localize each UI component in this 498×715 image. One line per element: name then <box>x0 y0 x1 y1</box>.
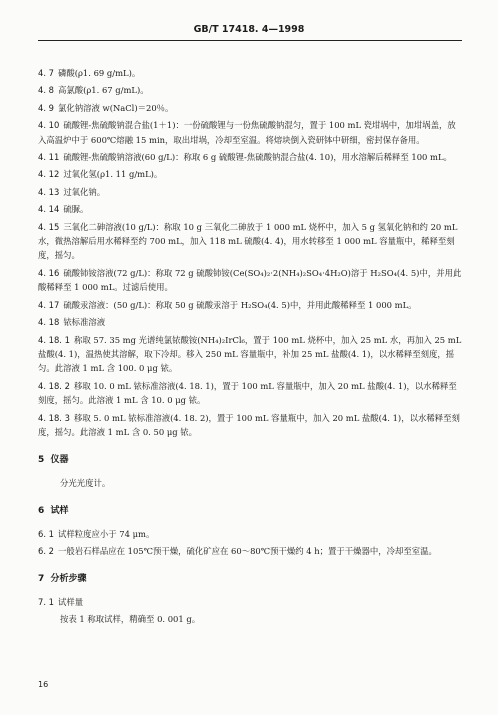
section-5-body: 分光光度计。 <box>60 477 111 488</box>
clause-item <box>38 150 462 164</box>
clause-item <box>38 185 462 199</box>
page-number: 16 <box>38 680 49 689</box>
clause-text: 铱标准溶液 <box>63 317 106 328</box>
clause-text: 硫酸铈铵溶液(72 g/L)：称取 72 g 硫酸铈铵(Ce(SO₄)₂·2(NH₄)₂SO₄·4H₂O)溶于 H₂SO₄(4. 5)中，并用此酸稀释至 1 000 mL。过滤后使用。 <box>38 267 462 293</box>
clause-number: 4. 18. 1 <box>38 334 70 345</box>
clause-text: 硫酸锂-焦硫酸钠溶液(60 g/L)：称取 6 g 硫酸锂-焦硫酸钠混合盐(4. 10)，用水溶解后稀释至 100 mL。 <box>63 152 452 163</box>
page-header: GB/T 17418. 4—1998 <box>193 24 305 35</box>
clause-number: 4. 8 <box>38 85 54 96</box>
clause-text: 称取 57. 35 mg 光谱纯氯铱酸铵(NH₄)₂IrCl₆，置于 100 mL 烧杯中，加入 25 mL 水，再加入 25 mL 盐酸(4. 1)，温热使其溶解，取下冷却。移入 250 mL 容量瓶中，补加 25 mL 盐酸(4. 1)，以水稀释至刻度，摇匀。此溶液 1 mL 含 100. 0 μg 铱。 <box>38 334 462 374</box>
clause-item <box>38 101 462 115</box>
clause-number: 4. 12 <box>38 169 60 180</box>
clause-text: 硫酸锂-焦硫酸钠混合盐(1＋1)：一份硫酸锂与一份焦硫酸钠混匀，置于 100 mL 瓷坩埚中，加坩埚盖，放入高温炉中于 600℃熔融 15 min，取出坩埚，冷却至室温。将熔块倒入瓷研钵中研细，密封保存备用。 <box>38 120 456 145</box>
clause-6-1 <box>38 527 462 541</box>
clause-number: 4. 18. 3 <box>38 412 70 423</box>
clause-7-1 <box>38 595 462 609</box>
clause-item <box>38 83 462 97</box>
section-6-heading <box>38 504 462 518</box>
clause-item <box>38 315 462 329</box>
clause-item <box>38 266 462 295</box>
clause-number: 4. 15 <box>38 221 60 232</box>
clause-text: 硫脲。 <box>63 204 89 215</box>
section-number: 7 <box>38 574 45 585</box>
clause-number: 4. 7 <box>38 68 54 78</box>
clause-title: 试样量 <box>57 596 84 607</box>
section-5-heading <box>38 453 462 467</box>
clause-text: 硫酸汞溶液：(50 g/L)：称取 50 g 硫酸汞溶于 H₂SO₄(4. 5)中，并用此酸稀释至 1 000 mL。 <box>63 299 417 310</box>
section-number: 6 <box>38 506 45 517</box>
clause-text: 氯化钠溶液 w(NaCl)＝20％。 <box>57 102 174 113</box>
clause-number: 4. 10 <box>38 120 60 131</box>
clause-text: 磷酸(ρ1. 69 g/mL)。 <box>57 68 141 78</box>
clause-number: 4. 9 <box>38 102 54 113</box>
clause-item <box>38 118 462 147</box>
document-body <box>38 66 462 633</box>
clause-number: 4. 18. 2 <box>38 380 70 391</box>
clause-text: 过氧化钠。 <box>63 186 106 197</box>
section-title: 仪器 <box>50 455 69 466</box>
clause-number: 4. 13 <box>38 186 60 197</box>
clause-item <box>38 167 462 181</box>
clause-item <box>38 333 462 376</box>
clause-number: 4. 17 <box>38 299 60 310</box>
clause-item <box>38 66 462 80</box>
section-title: 分析步骤 <box>50 574 87 585</box>
clause-6-2 <box>38 544 462 558</box>
clause-item <box>38 298 462 312</box>
clause-text: 高氯酸(ρ1. 67 g/mL)。 <box>57 85 149 96</box>
clause-text: 一般岩石样品应在 105℃预干燥，硫化矿应在 60～80℃预干燥约 4 h；置于干燥器中，冷却至室温。 <box>57 545 437 556</box>
clause-number: 4. 14 <box>38 204 60 215</box>
clause-text: 移取 10. 0 mL 铱标准溶液(4. 18. 1)，置于 100 mL 容量瓶中，加入 20 mL 盐酸(4. 1)，以水稀释至刻度，摇匀。此溶液 1 mL 含 10. 0 μg 铱。 <box>38 380 457 406</box>
clause-number: 4. 18 <box>38 317 60 328</box>
clause-text: 三氧化二砷溶液(10 g/L)：称取 10 g 三氧化二砷放于 1 000 mL 烧杯中，加入 5 g 氢氧化钠和约 20 mL 水，微热溶解后用水稀释至约 700 mL，加入 118 mL 硫酸(4. 4)，用水转移至 1 000 mL 容量瓶中，稀释至刻度，摇匀。 <box>38 221 458 261</box>
clause-text: 移取 5. 0 mL 铱标准溶液(4. 18. 2)，置于 100 mL 容量瓶中，加入 20 mL 盐酸(4. 1)，以水稀释至刻度，摇匀。此溶液 1 mL 含 0. 50 μg 铱。 <box>38 412 460 437</box>
section-title: 试样 <box>50 506 69 517</box>
clause-text: 过氧化氢(ρ1. 11 g/mL)。 <box>63 169 163 180</box>
section-7-heading <box>38 572 462 586</box>
clause-number: 4. 11 <box>38 152 60 163</box>
clause-item <box>38 202 462 216</box>
reagent-list <box>38 66 462 439</box>
clause-7-1-body: 按表 1 称取试样，精确至 0. 001 g。 <box>60 614 201 625</box>
header-rule <box>38 40 462 41</box>
clause-item <box>38 411 462 440</box>
clause-number: 6. 1 <box>38 528 54 539</box>
section-number: 5 <box>38 455 45 466</box>
clause-text: 试样粒度应小于 74 μm。 <box>57 528 155 539</box>
clause-item <box>38 220 462 263</box>
clause-number: 4. 16 <box>38 267 60 278</box>
clause-item <box>38 379 462 408</box>
clause-number: 7. 1 <box>38 596 54 607</box>
clause-number: 6. 2 <box>38 545 54 556</box>
